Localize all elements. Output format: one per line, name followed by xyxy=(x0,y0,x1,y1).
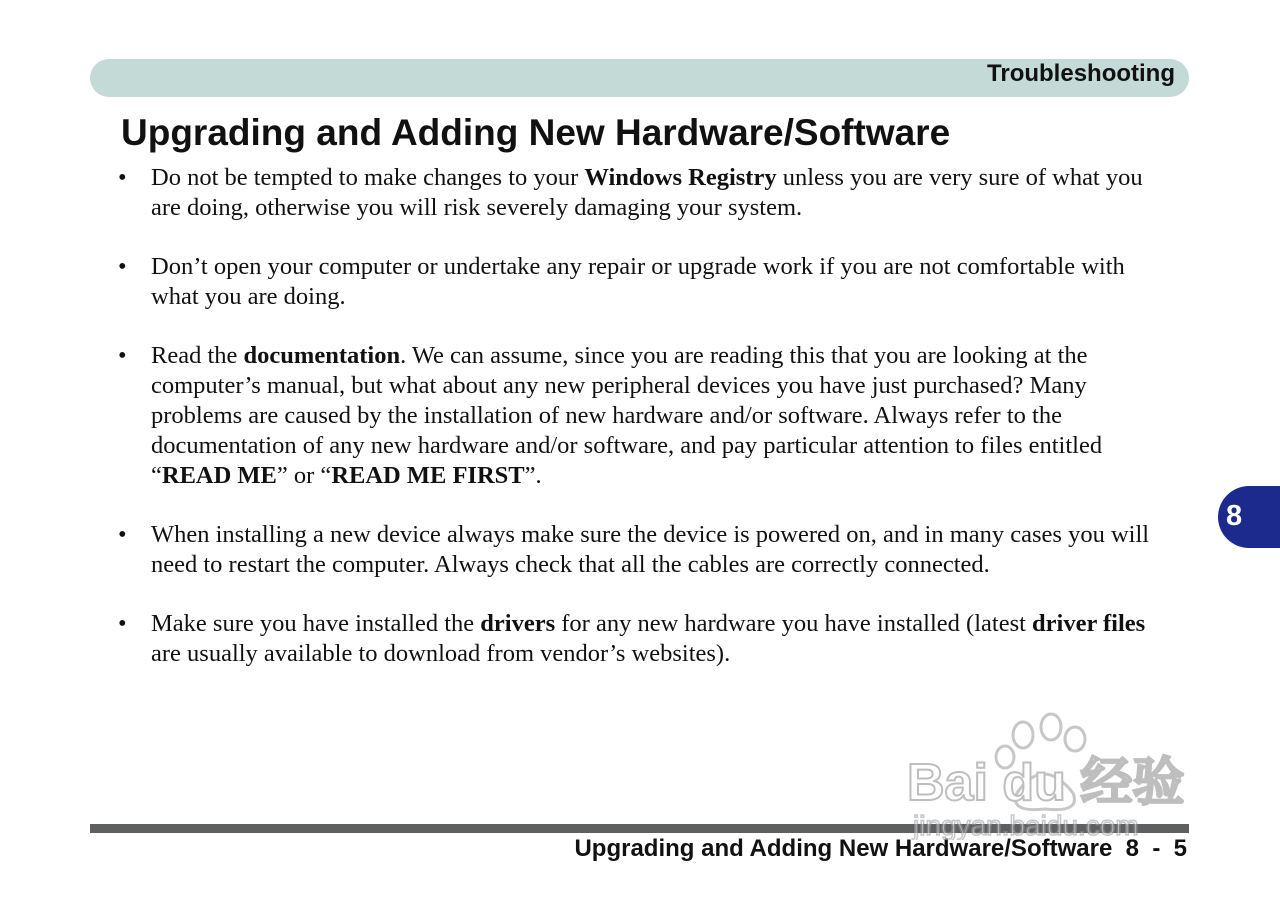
page-number: 8 - 5 xyxy=(1125,835,1187,862)
bullet-bold-text: documentation xyxy=(243,342,401,369)
bullet-dot: • xyxy=(118,342,127,369)
chapter-header-title: Troubleshooting xyxy=(987,60,1175,87)
watermark-url: jingyan.baidu.com xyxy=(913,810,1139,840)
bullet-dot: • xyxy=(118,253,127,280)
bullet-text: Do not be tempted to make changes to your xyxy=(151,164,585,191)
header-band xyxy=(90,59,1189,97)
bullet-text: Read the xyxy=(151,342,244,369)
chapter-tab: 8 xyxy=(1218,486,1280,548)
footer-section-title: Upgrading and Adding New Hardware/Software xyxy=(574,835,1113,862)
bullet-item-drivers xyxy=(118,609,1178,669)
bullet-item-documentation xyxy=(118,341,1178,491)
bullet-text: unless you are very sure of what you are doing, otherwise you will risk severely damaging your system. xyxy=(151,164,1143,221)
bullet-text: . We can assume, since you are reading this that you are looking at the computer’s manual, but what about any new peripheral devices you have just purchased? Many problems are caused by the installation of new hardware and/or software. Always refer to the documentation of any new hardware and/or software, and pay particular attention to files entitled “ xyxy=(151,342,1103,489)
bullet-text: When installing a new device always make sure the device is powered on, and in many cases you will need to restart the computer. Always check that all the cables are correctly connected. xyxy=(151,521,1150,578)
bullet-bold-text: driver files xyxy=(1032,610,1146,637)
bullet-item-registry xyxy=(118,163,1178,223)
bullet-text: ” or “ xyxy=(276,462,332,489)
bullet-text: ”. xyxy=(524,462,542,489)
baidu-watermark-logo xyxy=(905,705,1205,840)
bullet-dot: • xyxy=(118,164,127,191)
bullet-text: are usually available to download from vendor’s websites). xyxy=(151,640,731,667)
bullet-item-comfort xyxy=(118,252,1178,312)
page-title: Upgrading and Adding New Hardware/Software xyxy=(121,112,951,153)
bullet-text: Make sure you have installed the xyxy=(151,610,481,637)
bullet-bold-text: READ ME xyxy=(161,462,277,489)
bullet-item-device xyxy=(118,520,1178,580)
bullet-bold-text: READ ME FIRST xyxy=(331,462,525,489)
bullet-bold-text: drivers xyxy=(480,610,556,637)
watermark-logo-text: Bai du 经验 xyxy=(907,754,1185,812)
bullet-text: Don’t open your computer or undertake any repair or upgrade work if you are not comfortable with what you are doing. xyxy=(151,253,1125,310)
bullet-list xyxy=(118,163,1178,698)
bullet-dot: • xyxy=(118,610,127,637)
bullet-dot: • xyxy=(118,521,127,548)
bullet-bold-text: Windows Registry xyxy=(584,164,777,191)
bullet-text: for any new hardware you have installed (latest xyxy=(555,610,1033,637)
